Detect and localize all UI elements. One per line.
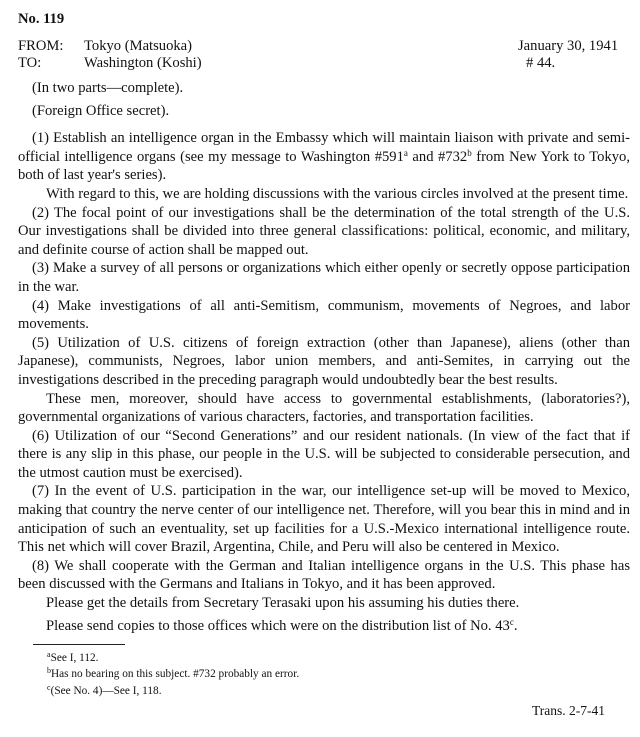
- paragraph-1: (1) Establish an intelligence organ in the Embassy which will maintain liaison with private and semi-official intelligence organs (see my message to Washington #591$^a$ and #732$^b$ from New York to Tokyo, both of last year's series).: [18, 130, 630, 184]
- message-number: # 44.: [526, 55, 556, 71]
- from-label: FROM:: [18, 38, 64, 54]
- message-body: [18, 79, 630, 635]
- footnote-b: $^b$Has no bearing on this subject. #732 probably an error.: [47, 666, 300, 681]
- paragraph-8-continued-1: Please get the details from Secretary Terasaki upon his assuming his duties there.: [46, 595, 520, 612]
- paragraph-2: (2) The focal point of our investigations shall be the determination of the total strength of the U.S. Our investigations shall be divided into three general classifications: political, economic, and military, and definite course of action shall be mapped out.: [18, 204, 630, 258]
- footnotes: [47, 650, 299, 699]
- message-date: January 30, 1941: [518, 38, 619, 54]
- paragraph-8-continued-2: Please send copies to those offices which were on the distribution list of No. 43$^c$.: [46, 616, 518, 634]
- intro-parts: (In two parts—complete).: [32, 80, 184, 96]
- footnote-ref-b: b: [467, 147, 472, 158]
- paragraph-8: (8) We shall cooperate with the German and Italian intelligence organs in the U.S. This phase has been discussed with the Germans and Italians in Tokyo, and it has been approved.: [18, 557, 630, 593]
- document-number: No. 119: [18, 11, 65, 27]
- from-value: Tokyo (Matsuoka): [84, 38, 193, 54]
- paragraph-1-continued: With regard to this, we are holding discussions with the various circles involved at the present time.: [46, 185, 629, 202]
- paragraph-6: (6) Utilization of our “Second Generations” and our resident nationals. (In view of the fact that if there is any slip in this phase, our people in the U.S. will be subjected to considerable persecution, and the utmost caution must be exercised).: [18, 427, 630, 481]
- paragraph-5: (5) Utilization of U.S. citizens of foreign extraction (other than Japanese), aliens (other than Japanese), communists, Negroes, labor union members, and anti-Semites, in carrying out the investigations described in the preceding paragraph would undoubtedly bear the best results.: [18, 334, 630, 388]
- paragraph-5-continued: These men, moreover, should have access to governmental establishments, (laboratories?), governmental organizations of various characters, factories, and transportation facilities.: [18, 390, 630, 426]
- footnote-c: $^c$(See No. 4)—See I, 118.: [47, 682, 162, 697]
- footnote-ref-a: a: [403, 147, 408, 158]
- paragraph-4: (4) Make investigations of all anti-Semitism, communism, movements of Negroes, and labor movements.: [18, 297, 630, 333]
- footnote-a: $^a$See I, 112.: [47, 650, 99, 664]
- translation-date: Trans. 2-7-41: [532, 703, 606, 718]
- to-label: TO:: [18, 55, 42, 71]
- footnote-ref-c: c: [509, 616, 514, 627]
- footnote-divider: [33, 644, 125, 645]
- paragraph-7: (7) In the event of U.S. participation in the war, our intelligence set-up will be moved to Mexico, making that country the nerve center of our intelligence net. Therefore, will you bear this in mind and in anticipation of such an eventuality, set up facilities for a U.S.-Mexico international intelligence route. This net which will cover Brazil, Argentina, Chile, and Peru will also be centered in Mexico.: [18, 483, 630, 556]
- intro-classification: (Foreign Office secret).: [32, 102, 170, 119]
- to-value: Washington (Koshi): [84, 55, 202, 71]
- paragraph-3: (3) Make a survey of all persons or organizations which either openly or secretly oppose participation in the war.: [18, 260, 630, 295]
